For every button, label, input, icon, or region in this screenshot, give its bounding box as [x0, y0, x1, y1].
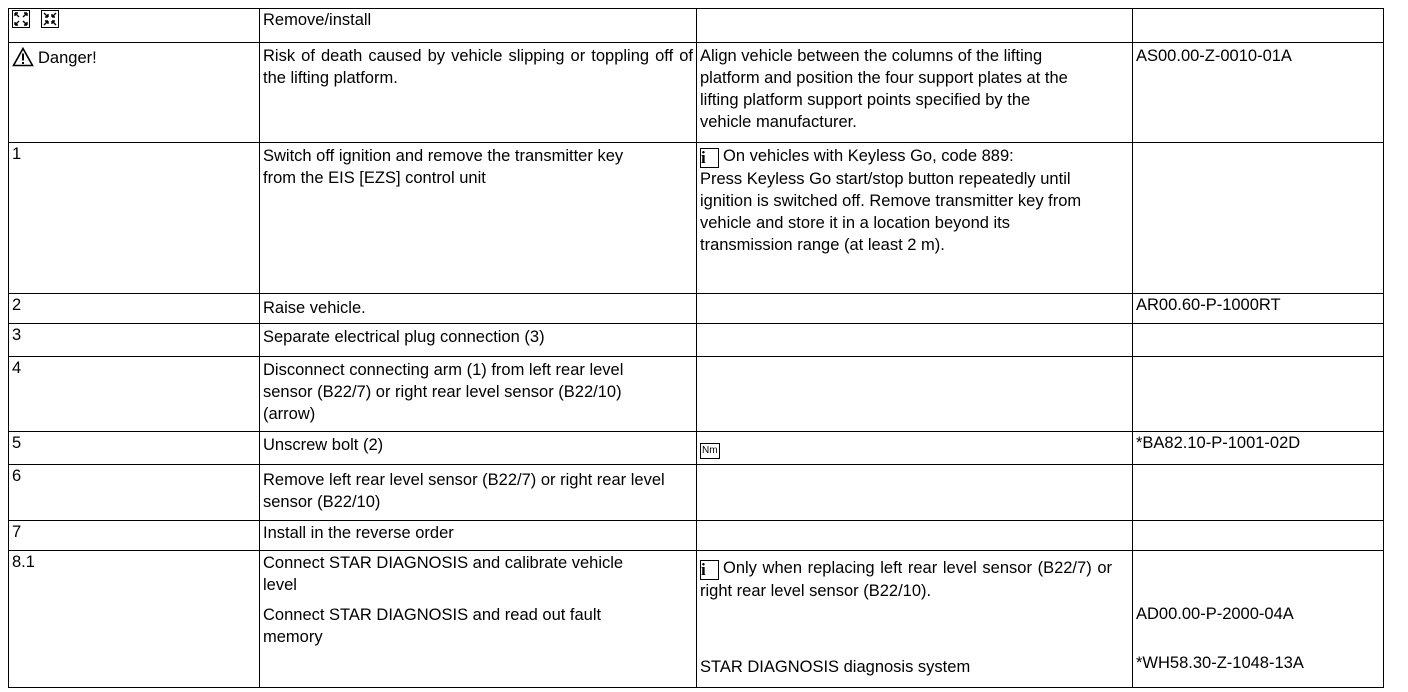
step-number: 8.1	[9, 551, 260, 688]
step-text: Remove left rear level sensor (B22/7) or right rear level sensor (B22/10)	[260, 465, 697, 521]
header-title: Remove/install	[260, 9, 697, 43]
table-row	[9, 9, 1384, 43]
note-text: Only when replacing left rear level sensor (B22/7) or right rear level sensor (B22/10).	[700, 559, 1112, 600]
step-number: 3	[9, 324, 260, 357]
step-ref: AR00.60-P-1000RT	[1133, 294, 1384, 324]
note-secondary: STAR DIAGNOSIS diagnosis system	[700, 658, 971, 676]
table-row	[9, 324, 1384, 357]
danger-label: Danger!	[38, 49, 97, 67]
step-text: Switch off ignition and remove the transmitter key from the EIS [EZS] control unit	[260, 143, 697, 294]
danger-risk: Risk of death caused by vehicle slipping or toppling off of the lifting platform.	[260, 43, 697, 143]
note-body: Press Keyless Go start/stop button repeatedly until ignition is switched off. Remove transmitter key from vehicle and store it in a location beyond its transmission range (at least 2 m).	[700, 170, 1082, 254]
table-row	[9, 465, 1384, 521]
step-text-secondary: Connect STAR DIAGNOSIS and read out fault memory	[263, 606, 602, 646]
danger-cell	[9, 43, 260, 143]
step-text: Unscrew bolt (2)	[260, 432, 697, 465]
step-ref: *BA82.10-P-1001-02D	[1133, 432, 1384, 465]
step-ref-secondary: *WH58.30-Z-1048-13A	[1136, 654, 1304, 672]
procedure-table	[8, 8, 1384, 688]
table-row	[9, 521, 1384, 551]
step-text: Separate electrical plug connection (3)	[260, 324, 697, 357]
step-note	[700, 557, 1112, 602]
table-row	[9, 43, 1384, 143]
step-number: 1	[9, 143, 260, 294]
step-number: 5	[9, 432, 260, 465]
step-number: 6	[9, 465, 260, 521]
table-row	[9, 432, 1384, 465]
step-number: 2	[9, 294, 260, 324]
collapse-arrows-icon	[41, 10, 59, 34]
danger-ref: AS00.00-Z-0010-01A	[1133, 43, 1384, 143]
step-text: Disconnect connecting arm (1) from left rear level sensor (B22/7) or right rear level sensor (B22/10) (arrow)	[260, 357, 697, 432]
expand-arrows-icon	[12, 10, 30, 34]
step-note	[697, 143, 1133, 294]
step-number: 7	[9, 521, 260, 551]
note-intro: On vehicles with Keyless Go, code 889:	[723, 147, 1014, 165]
info-icon: i	[700, 148, 719, 168]
step-text: Install in the reverse order	[260, 521, 697, 551]
info-icon: i	[700, 560, 719, 580]
header-icons-cell	[9, 9, 260, 43]
step-number: 4	[9, 357, 260, 432]
table-row	[9, 143, 1384, 294]
danger-measure: Align vehicle between the columns of the lifting platform and position the four support plates at the lifting platform support points specified by the vehicle manufacturer.	[697, 43, 1133, 143]
torque-nm-icon: Nm	[700, 443, 720, 459]
table-row	[9, 551, 1384, 688]
step-text: Raise vehicle.	[260, 294, 697, 324]
table-row	[9, 294, 1384, 324]
step-text: Connect STAR DIAGNOSIS and calibrate vehicle level	[263, 554, 624, 594]
warning-triangle-icon	[12, 47, 34, 73]
step-ref: AD00.00-P-2000-04A	[1136, 605, 1294, 623]
table-row	[9, 357, 1384, 432]
